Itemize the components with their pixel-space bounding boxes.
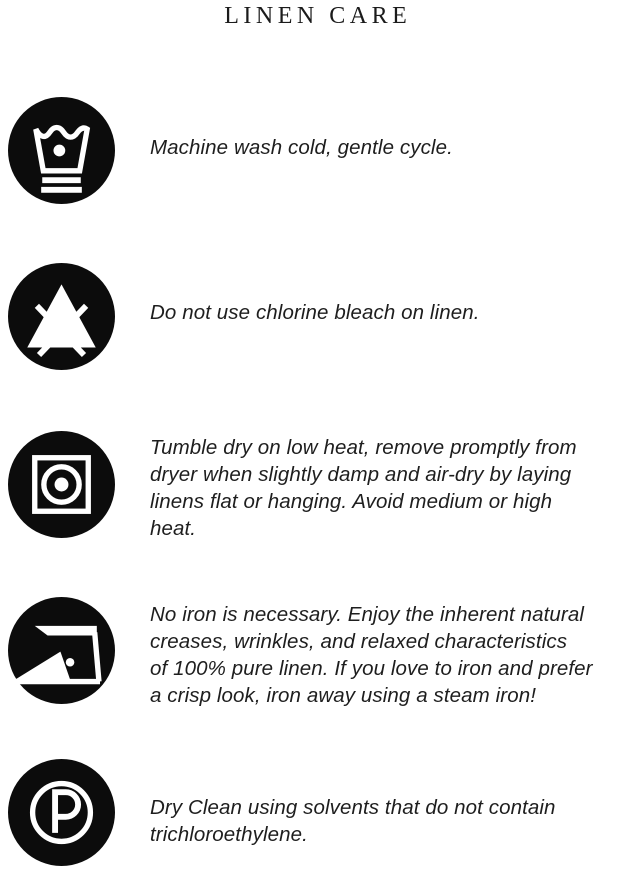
care-instruction-line: Do not use chlorine bleach on linen.	[150, 301, 480, 324]
care-instruction-tumble-dry	[150, 434, 577, 542]
care-instruction-line: a crisp look, iron away using a steam iron!	[150, 684, 537, 707]
no-bleach-icon	[8, 263, 115, 370]
care-instruction-line: Tumble dry on low heat, remove promptly from	[150, 436, 577, 459]
care-instruction-line: trichloroethylene.	[150, 823, 308, 846]
care-instruction-line: heat.	[150, 517, 197, 540]
page-title: LINEN CARE	[224, 3, 412, 29]
care-instruction-line: linens flat or hanging. Avoid medium or high	[150, 490, 553, 513]
care-instruction-line: dryer when slightly damp and air-dry by laying	[150, 463, 572, 486]
care-instruction-line: creases, wrinkles, and relaxed characteristics	[150, 630, 568, 653]
dry-clean-icon	[8, 759, 115, 866]
machine-wash-icon	[8, 97, 115, 204]
care-instruction-iron	[150, 601, 593, 709]
care-instruction-line: Machine wash cold, gentle cycle.	[150, 136, 453, 159]
care-instruction-line: of 100% pure linen. If you love to iron and prefer	[150, 657, 593, 680]
iron-icon	[8, 597, 115, 704]
care-instruction-dry-clean	[150, 794, 556, 848]
tumble-dry-icon	[8, 431, 115, 538]
care-instruction-line: No iron is necessary. Enjoy the inherent natural	[150, 603, 585, 626]
care-instruction-line: Dry Clean using solvents that do not contain	[150, 796, 556, 819]
care-instruction-machine-wash	[150, 134, 453, 161]
care-instruction-no-bleach	[150, 299, 480, 326]
